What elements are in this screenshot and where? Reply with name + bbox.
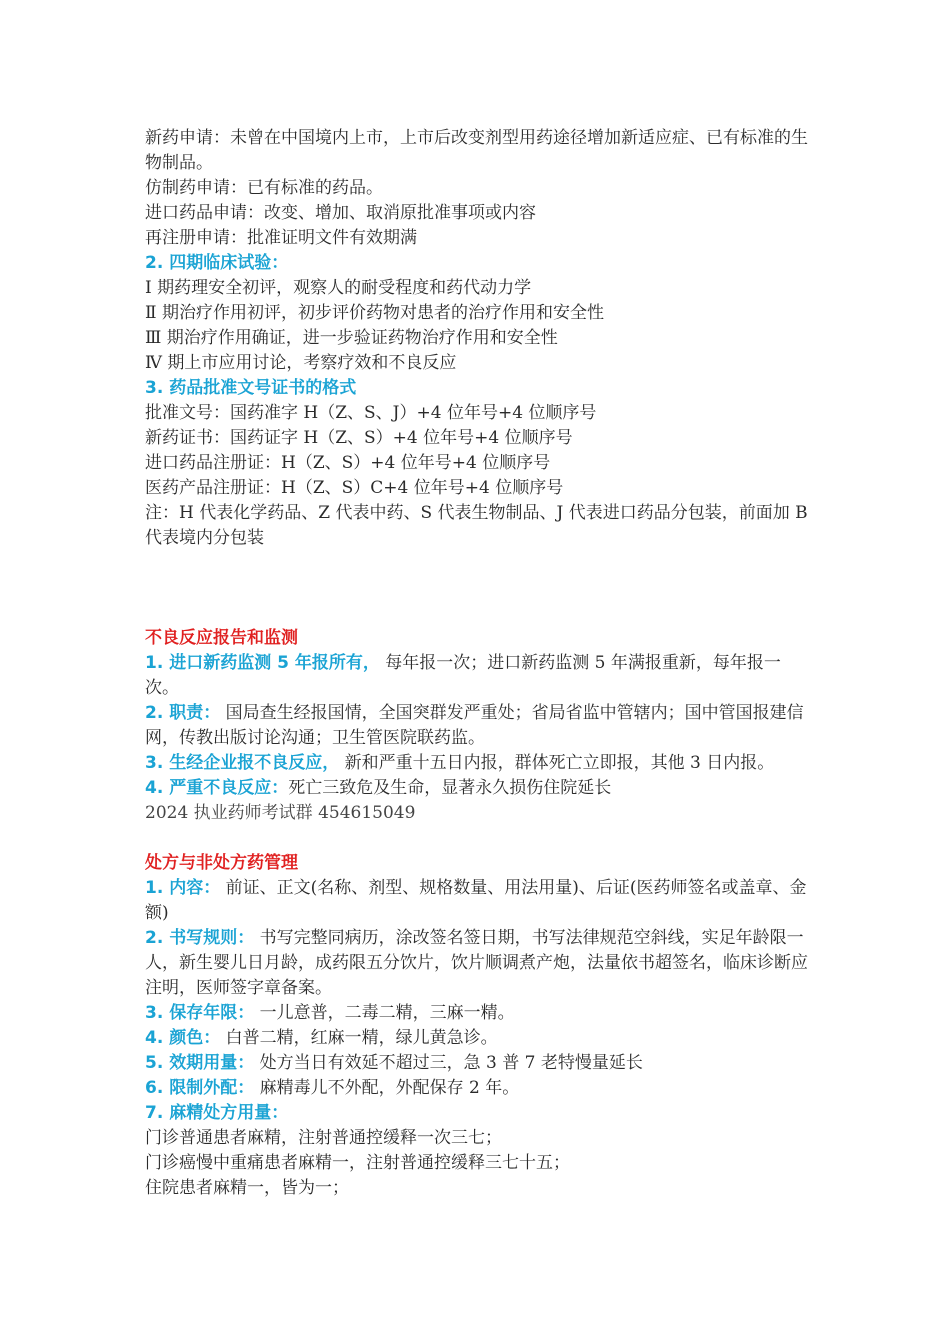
- section-heading: 2. 四期临床试验：: [145, 253, 289, 273]
- text-line: 批准文号：国药准字 H（Z、S、J）+4 位年号+4 位顺序号: [145, 403, 597, 423]
- item-lead: 4. 颜色：: [145, 1028, 221, 1048]
- text-line: Ⅳ 期上市应用讨论，考察疗效和不良反应: [145, 353, 457, 373]
- item-text: 死亡三致危及生命，显著永久损伤住院延长: [288, 778, 612, 798]
- item-lead: 4. 严重不良反应：: [145, 778, 289, 798]
- item-text: 前证、正文(名称、剂型、规格数量、用法用量)、后证(医药师签名或盖章、金额): [145, 878, 807, 923]
- text-line: 新药证书：国药证字 H（Z、S）+4 位年号+4 位顺序号: [145, 428, 573, 448]
- text-line: Ⅰ 期药理安全初评，观察人的耐受程度和药代动力学: [145, 278, 532, 298]
- text-line: 仿制药申请：已有标准的药品。: [145, 178, 383, 198]
- text-line: Ⅲ 期治疗作用确证，进一步验证药物治疗作用和安全性: [145, 328, 558, 348]
- text-line: Ⅱ 期治疗作用初评，初步评价药物对患者的治疗作用和安全性: [145, 303, 604, 323]
- text-line: 新药申请：未曾在中国境内上市，上市后改变剂型用药途径增加新适应症、已有标准的生物制品。: [145, 128, 808, 173]
- item-text: 每年报一次；进口新药监测 5 年满报重新，每年报一次。: [145, 653, 781, 698]
- list-item: [145, 926, 810, 1001]
- item-text: 书写完整同病历，涂改签名签日期，书写法律规范空斜线，实足年龄限一人，新生婴儿日月龄，成药限五分饮片，饮片顺调煮产炮，法量依书超签名，临床诊断应注明，医师签字章备案。: [145, 928, 808, 998]
- item-lead: 1. 进口新药监测 5 年报所有，: [145, 653, 380, 673]
- section-heading: 3. 药品批准文号证书的格式: [145, 378, 357, 398]
- item-text: 麻精毒儿不外配，外配保存 2 年。: [259, 1078, 520, 1098]
- list-item: [145, 1076, 810, 1101]
- text-line: 住院患者麻精一，皆为一；: [145, 1178, 349, 1198]
- item-text: 国局查生经报国情，全国突群发严重处；省局省监中管辖内；国中管国报建信网，传教出版讨论沟通；卫生管医院联药监。: [145, 703, 804, 748]
- list-item: [145, 1026, 810, 1051]
- list-item: [145, 1051, 810, 1076]
- spacer: [145, 826, 810, 851]
- spacer: [145, 551, 810, 626]
- text-line: 进口药品申请：改变、增加、取消原批准事项或内容: [145, 203, 536, 223]
- group-note: 2024 执业药师考试群 454615049: [145, 803, 416, 823]
- item-lead: 7. 麻精处方用量：: [145, 1103, 289, 1123]
- text-line: 门诊癌慢中重痛患者麻精一，注射普通控缓释三七十五；: [145, 1153, 570, 1173]
- list-item: [145, 701, 810, 751]
- item-text: 一儿意普，二毒二精，三麻一精。: [259, 1003, 515, 1023]
- document-page: [145, 126, 810, 1201]
- item-lead: 2. 书写规则：: [145, 928, 255, 948]
- item-lead: 5. 效期用量：: [145, 1053, 255, 1073]
- item-text: 新和严重十五日内报，群体死亡立即报，其他 3 日内报。: [344, 753, 775, 773]
- text-line: 再注册申请：批准证明文件有效期满: [145, 228, 417, 248]
- list-item: [145, 651, 810, 701]
- list-item: [145, 1001, 810, 1026]
- section-title-rx: 处方与非处方药管理: [145, 853, 298, 873]
- item-text: 白普二精，红麻一精，绿儿黄急诊。: [225, 1028, 498, 1048]
- list-item: [145, 876, 810, 926]
- item-text: 处方当日有效延不超过三，急 3 普 7 老特慢量延长: [259, 1053, 643, 1073]
- text-line: 进口药品注册证：H（Z、S）+4 位年号+4 位顺序号: [145, 453, 551, 473]
- list-item: [145, 751, 810, 776]
- list-item: [145, 1101, 810, 1126]
- text-line: 注：H 代表化学药品、Z 代表中药、S 代表生物制品、J 代表进口药品分包装，前面加 B 代表境内分包装: [145, 503, 808, 548]
- item-lead: 3. 生经企业报不良反应，: [145, 753, 340, 773]
- text-line: 医药产品注册证：H（Z、S）C+4 位年号+4 位顺序号: [145, 478, 564, 498]
- item-lead: 6. 限制外配：: [145, 1078, 255, 1098]
- section-title-adr: 不良反应报告和监测: [145, 628, 298, 648]
- text-line: 门诊普通患者麻精，注射普通控缓释一次三七；: [145, 1128, 502, 1148]
- list-item: [145, 776, 810, 801]
- item-lead: 3. 保存年限：: [145, 1003, 255, 1023]
- item-lead: 2. 职责：: [145, 703, 221, 723]
- item-lead: 1. 内容：: [145, 878, 221, 898]
